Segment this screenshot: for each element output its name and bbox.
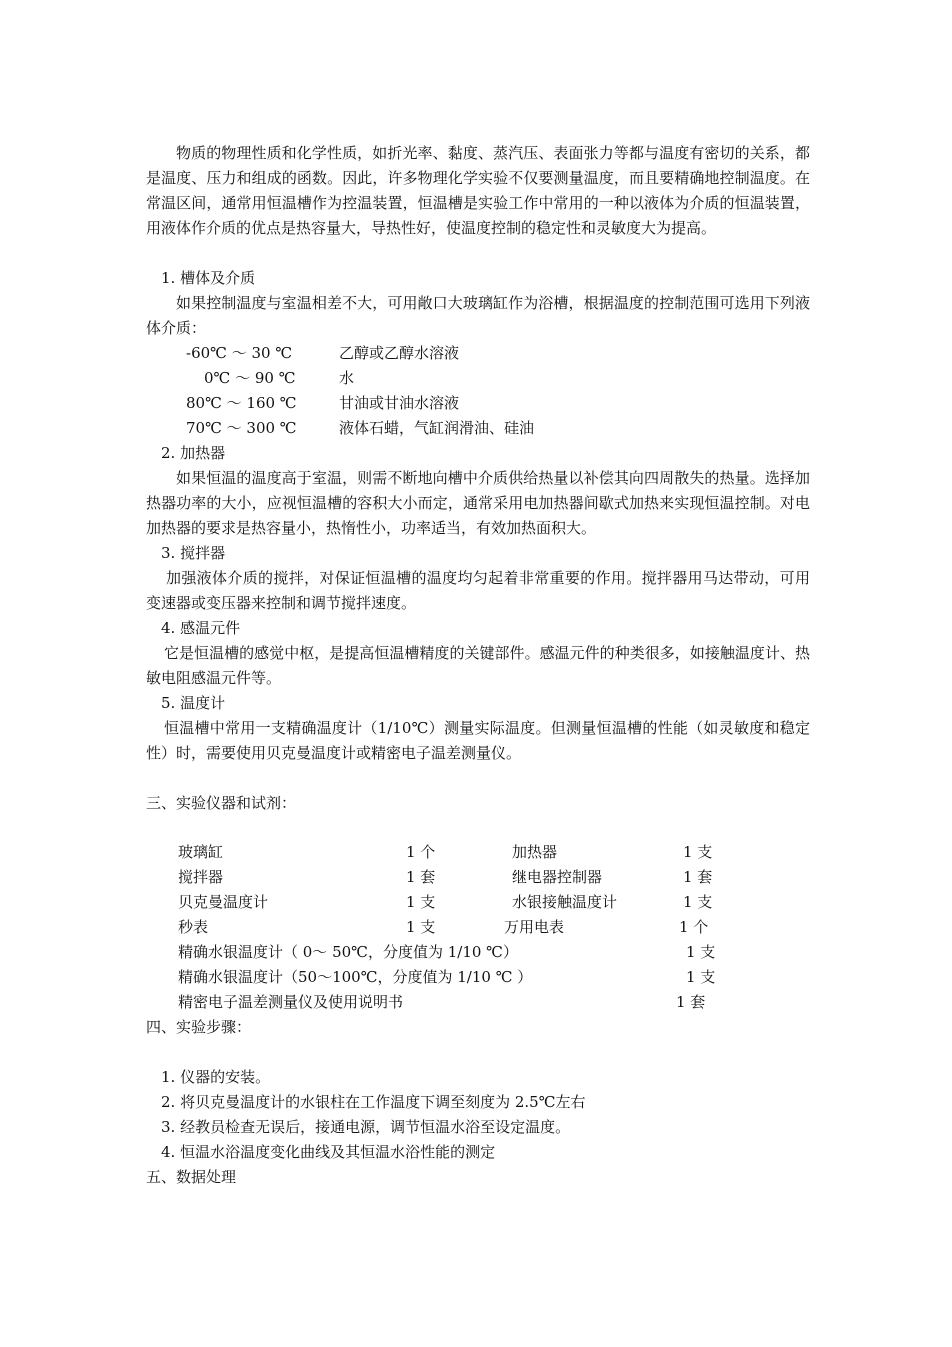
steps-heading: 四、实验步骤： (146, 1018, 252, 1036)
equipment-qty: 1 支 (686, 943, 716, 961)
section1-paragraph: 如果控制温度与室温相差不大，可用敞口大玻璃缸作为浴槽，根据温度的控制范围可选用下列液体介质： (146, 294, 810, 337)
media-range: 70℃ ～ 300 ℃ (186, 419, 297, 437)
media-name: 液体石蜡，气缸润滑油、硅油 (339, 419, 535, 437)
equipment-item: 精确水银温度计（ 0～ 50℃，分度值为 1/10 ℃） (178, 943, 518, 961)
step-item: 4. 恒温水浴温度变化曲线及其恒温水浴性能的测定 (161, 1143, 496, 1161)
equipment-item: 继电器控制器 (512, 868, 603, 886)
equipment-qty: 1 支 (686, 968, 716, 986)
step-item: 1. 仪器的安装。 (161, 1068, 271, 1086)
equipment-qty: 1 个 (679, 918, 709, 936)
section5-heading: 5. 温度计 (161, 694, 226, 712)
media-range: -60℃ ～ 30 ℃ (186, 344, 293, 362)
media-range: 80℃ ～ 160 ℃ (186, 394, 297, 412)
section3-heading: 3. 搅拌器 (161, 544, 226, 562)
section5-paragraph: 恒温槽中常用一支精确温度计（1/10℃）测量实际温度。但测量恒温槽的性能（如灵敏度和稳定性）时，需要使用贝克曼温度计或精密电子温差测量仪。 (146, 719, 810, 762)
section3-paragraph: 加强液体介质的搅拌，对保证恒温槽的温度均匀起着非常重要的作用。搅拌器用马达带动，可用变速器或变压器来控制和调节搅拌速度。 (146, 569, 810, 612)
equipment-item: 搅拌器 (178, 868, 224, 886)
equipment-item: 万用电表 (504, 918, 565, 936)
section2-heading: 2. 加热器 (161, 444, 226, 462)
section4-heading: 4. 感温元件 (161, 619, 241, 637)
equipment-item: 精密电子温差测量仪及使用说明书 (178, 993, 404, 1011)
equipment-item: 加热器 (512, 843, 558, 861)
equipment-item: 秒表 (178, 918, 209, 936)
equipment-qty: 1 套 (676, 993, 706, 1011)
equipment-item: 贝克曼温度计 (178, 893, 269, 911)
equipment-heading: 三、实验仪器和试剂： (146, 794, 297, 812)
media-range: 0℃ ～ 90 ℃ (204, 369, 296, 387)
equipment-qty: 1 个 (406, 843, 436, 861)
equipment-item: 玻璃缸 (178, 843, 224, 861)
media-name: 水 (339, 369, 355, 387)
section1-heading: 1. 槽体及介质 (161, 269, 256, 287)
intro-paragraph: 物质的物理性质和化学性质，如折光率、黏度、蒸汽压、表面张力等都与温度有密切的关系，都是温度、压力和组成的函数。因此，许多物理化学实验不仅要测量温度，而且要精确地控制温度。在常温区间，通常用恒温槽作为控温装置，恒温槽是实验工作中常用的一种以液体为介质的恒温装置，用液体作介质的优点是热容量大，导热性好，使温度控制的稳定性和灵敏度大为提高。 (146, 144, 810, 237)
equipment-qty: 1 套 (683, 868, 713, 886)
section2-paragraph: 如果恒温的温度高于室温，则需不断地向槽中介质供给热量以补偿其向四周散失的热量。选择加热器功率的大小，应视恒温槽的容积大小而定，通常采用电加热器间歇式加热来实现恒温控制。对电加热器的要求是热容量小，热惰性小，功率适当，有效加热面积大。 (146, 469, 810, 537)
step-item: 3. 经教员检查无误后，接通电源，调节恒温水浴至设定温度。 (161, 1118, 571, 1136)
data-processing-heading: 五、数据处理 (146, 1168, 237, 1186)
equipment-qty: 1 套 (406, 868, 436, 886)
equipment-qty: 1 支 (683, 893, 713, 911)
section4-paragraph: 它是恒温槽的感觉中枢，是提高恒温槽精度的关键部件。感温元件的种类很多，如接触温度计、热敏电阻感温元件等。 (146, 644, 810, 687)
equipment-qty: 1 支 (406, 893, 436, 911)
equipment-qty: 1 支 (406, 918, 436, 936)
equipment-item: 精确水银温度计（50～100℃，分度值为 1/10 ℃ ） (178, 968, 533, 986)
media-name: 甘油或甘油水溶液 (339, 394, 460, 412)
equipment-qty: 1 支 (683, 843, 713, 861)
equipment-item: 水银接触温度计 (512, 893, 618, 911)
media-name: 乙醇或乙醇水溶液 (339, 344, 460, 362)
step-item: 2. 将贝克曼温度计的水银柱在工作温度下调至刻度为 2.5℃左右 (161, 1093, 586, 1111)
